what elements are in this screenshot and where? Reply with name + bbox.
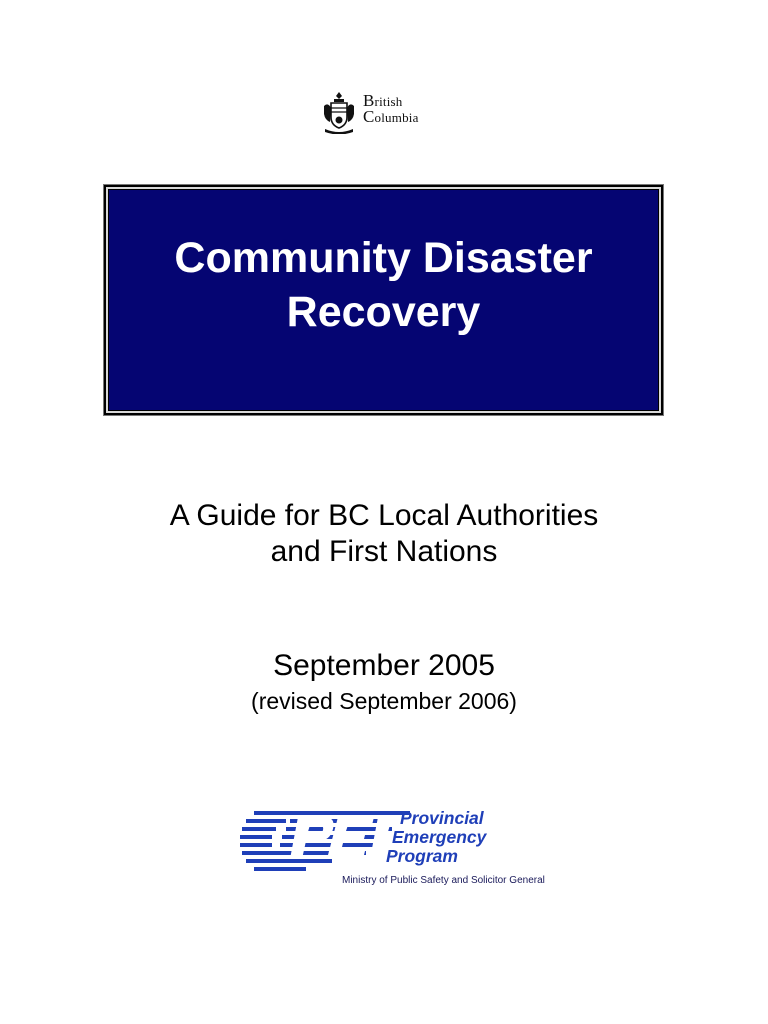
- pep-name-line-2: Emergency: [392, 827, 487, 847]
- ministry-name: Ministry of Public Safety and Solicitor General: [342, 875, 545, 886]
- pep-name-line-3: Program: [386, 846, 458, 866]
- pep-mark-icon: [236, 805, 412, 883]
- subtitle-line-1: A Guide for BC Local Authorities: [169, 499, 599, 532]
- title-line-1: Community Disaster: [174, 234, 593, 282]
- bc-wordmark-line1: British: [363, 91, 403, 110]
- revision-date: (revised September 2006): [251, 688, 517, 714]
- pep-name-line-1: Provincial: [400, 808, 484, 828]
- subtitle: [0, 498, 768, 570]
- page-title: [106, 231, 661, 339]
- bc-wordmark-line2: Columbia: [363, 107, 419, 126]
- pep-logo: [236, 805, 545, 889]
- title-line-2: Recovery: [286, 288, 481, 336]
- bc-government-logo: [322, 86, 452, 136]
- title-box: [104, 185, 663, 415]
- pep-program-name: [386, 808, 487, 866]
- bc-coat-of-arms-icon: [322, 90, 356, 134]
- subtitle-line-2: and First Nations: [270, 535, 498, 568]
- publication-date: September 2005: [273, 649, 495, 682]
